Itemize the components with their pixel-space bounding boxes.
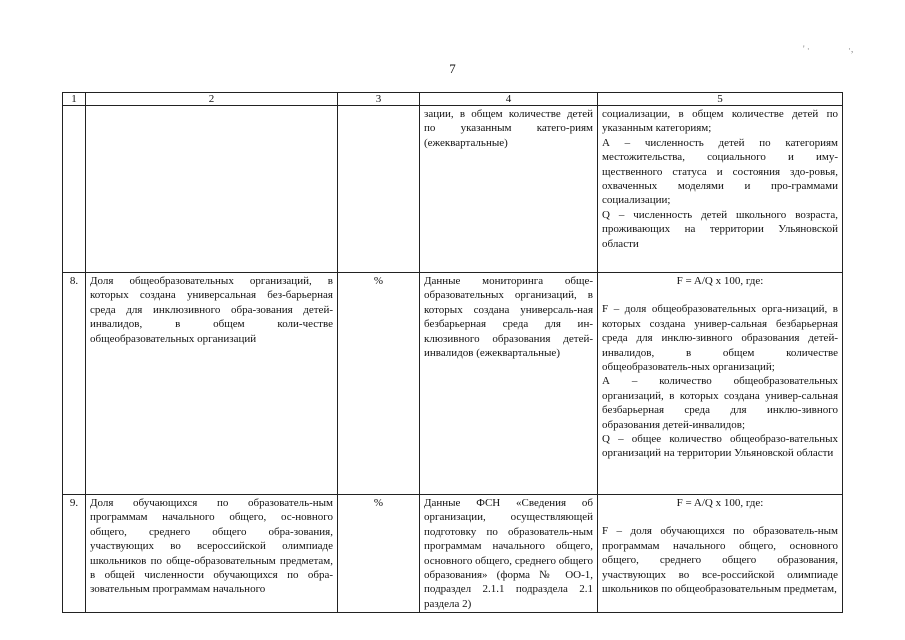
- data-source: Данные ФСН «Сведения об организации, осуществляющей подготовку по образователь-ным программам начального общего, основного общего, среднего общего образования» (форма № ОО-1, подраздел 2.1.1 подраздела 2.1 раздела 2): [420, 495, 598, 613]
- column-header: 4: [420, 93, 598, 106]
- row-number: 9.: [63, 495, 86, 613]
- method-line: Q – общее количество общеобразо-вательных организаций на территории Ульяновской области: [602, 433, 838, 460]
- formula: F = A/Q x 100, где:: [676, 275, 764, 287]
- data-source: зации, в общем количестве детей по указанным катего-риям (ежеквартальные): [420, 106, 598, 273]
- indicator-name: [86, 106, 338, 273]
- method-line: социализации, в общем количестве детей по указанным категориям;: [602, 108, 838, 135]
- method-line: F – доля обучающихся по образователь-ным программам начального общего, основного общего, среднего общего образования, участвующих во все-российской олимпиаде школьников по общеобразовательным предметам,: [602, 525, 838, 596]
- indicator-name: Доля обучающихся по образователь-ным программам начального общего, ос-новного общего, среднего общего обра-зования, участвующих во всероссийской олимпиаде школьников по обще-образовательным предметам, в общей численности обучающихся по обра-зовательным программам начального: [86, 495, 338, 613]
- column-header: 3: [338, 93, 420, 106]
- calculation-method: [598, 273, 843, 495]
- scan-artifact: ·,: [848, 44, 854, 54]
- table-row: [63, 495, 843, 613]
- row-number: 8.: [63, 273, 86, 495]
- unit-cell: [338, 106, 420, 273]
- row-number: [63, 106, 86, 273]
- table-row: [63, 106, 843, 273]
- unit-cell: %: [338, 273, 420, 495]
- calculation-method: [598, 495, 843, 613]
- indicator-table: [62, 92, 843, 613]
- column-header: 2: [86, 93, 338, 106]
- method-line: F – доля общеобразовательных орга-низаций, в которых создана универ-сальная безбарьерная среда для инклю-зивного образования детей-инвалидов, в общем количестве общеобразователь-ных организаций;: [602, 303, 838, 374]
- header-row: [63, 93, 843, 106]
- method-line: А – количество общеобразовательных организаций, в которых создана универ-сальная безбарьерная среда для инклю-зивного образования детей-инвалидов;: [602, 375, 838, 431]
- scan-artifact: ' ·: [803, 44, 810, 54]
- page-number: 7: [449, 61, 456, 76]
- indicator-name: Доля общеобразовательных организаций, в которых создана универсальная без-барьерная среда для инклюзивного обра-зования детей-инвалидов, в общем коли-честве общеобразовательных организаций: [86, 273, 338, 495]
- column-header: 1: [63, 93, 86, 106]
- method-line: А – численность детей по категориям местожительства, социального и иму-щественного статуса и состояния здо-ровья, охваченных моделями и про-граммами социализации;: [602, 136, 838, 207]
- method-line: Q – численность детей школьного возраста, проживающих на территории Ульяновской области: [602, 208, 838, 250]
- data-source: Данные мониторинга обще-образовательных организаций, в которых создана универсаль-ная безбарьерная среда для ин-клюзивного образования детей-инвалидов (ежеквартальные): [420, 273, 598, 495]
- table-row: [63, 273, 843, 495]
- calculation-method: [598, 106, 843, 273]
- formula: F = A/Q x 100, где:: [676, 497, 764, 509]
- unit-cell: %: [338, 495, 420, 613]
- column-header: 5: [598, 93, 843, 106]
